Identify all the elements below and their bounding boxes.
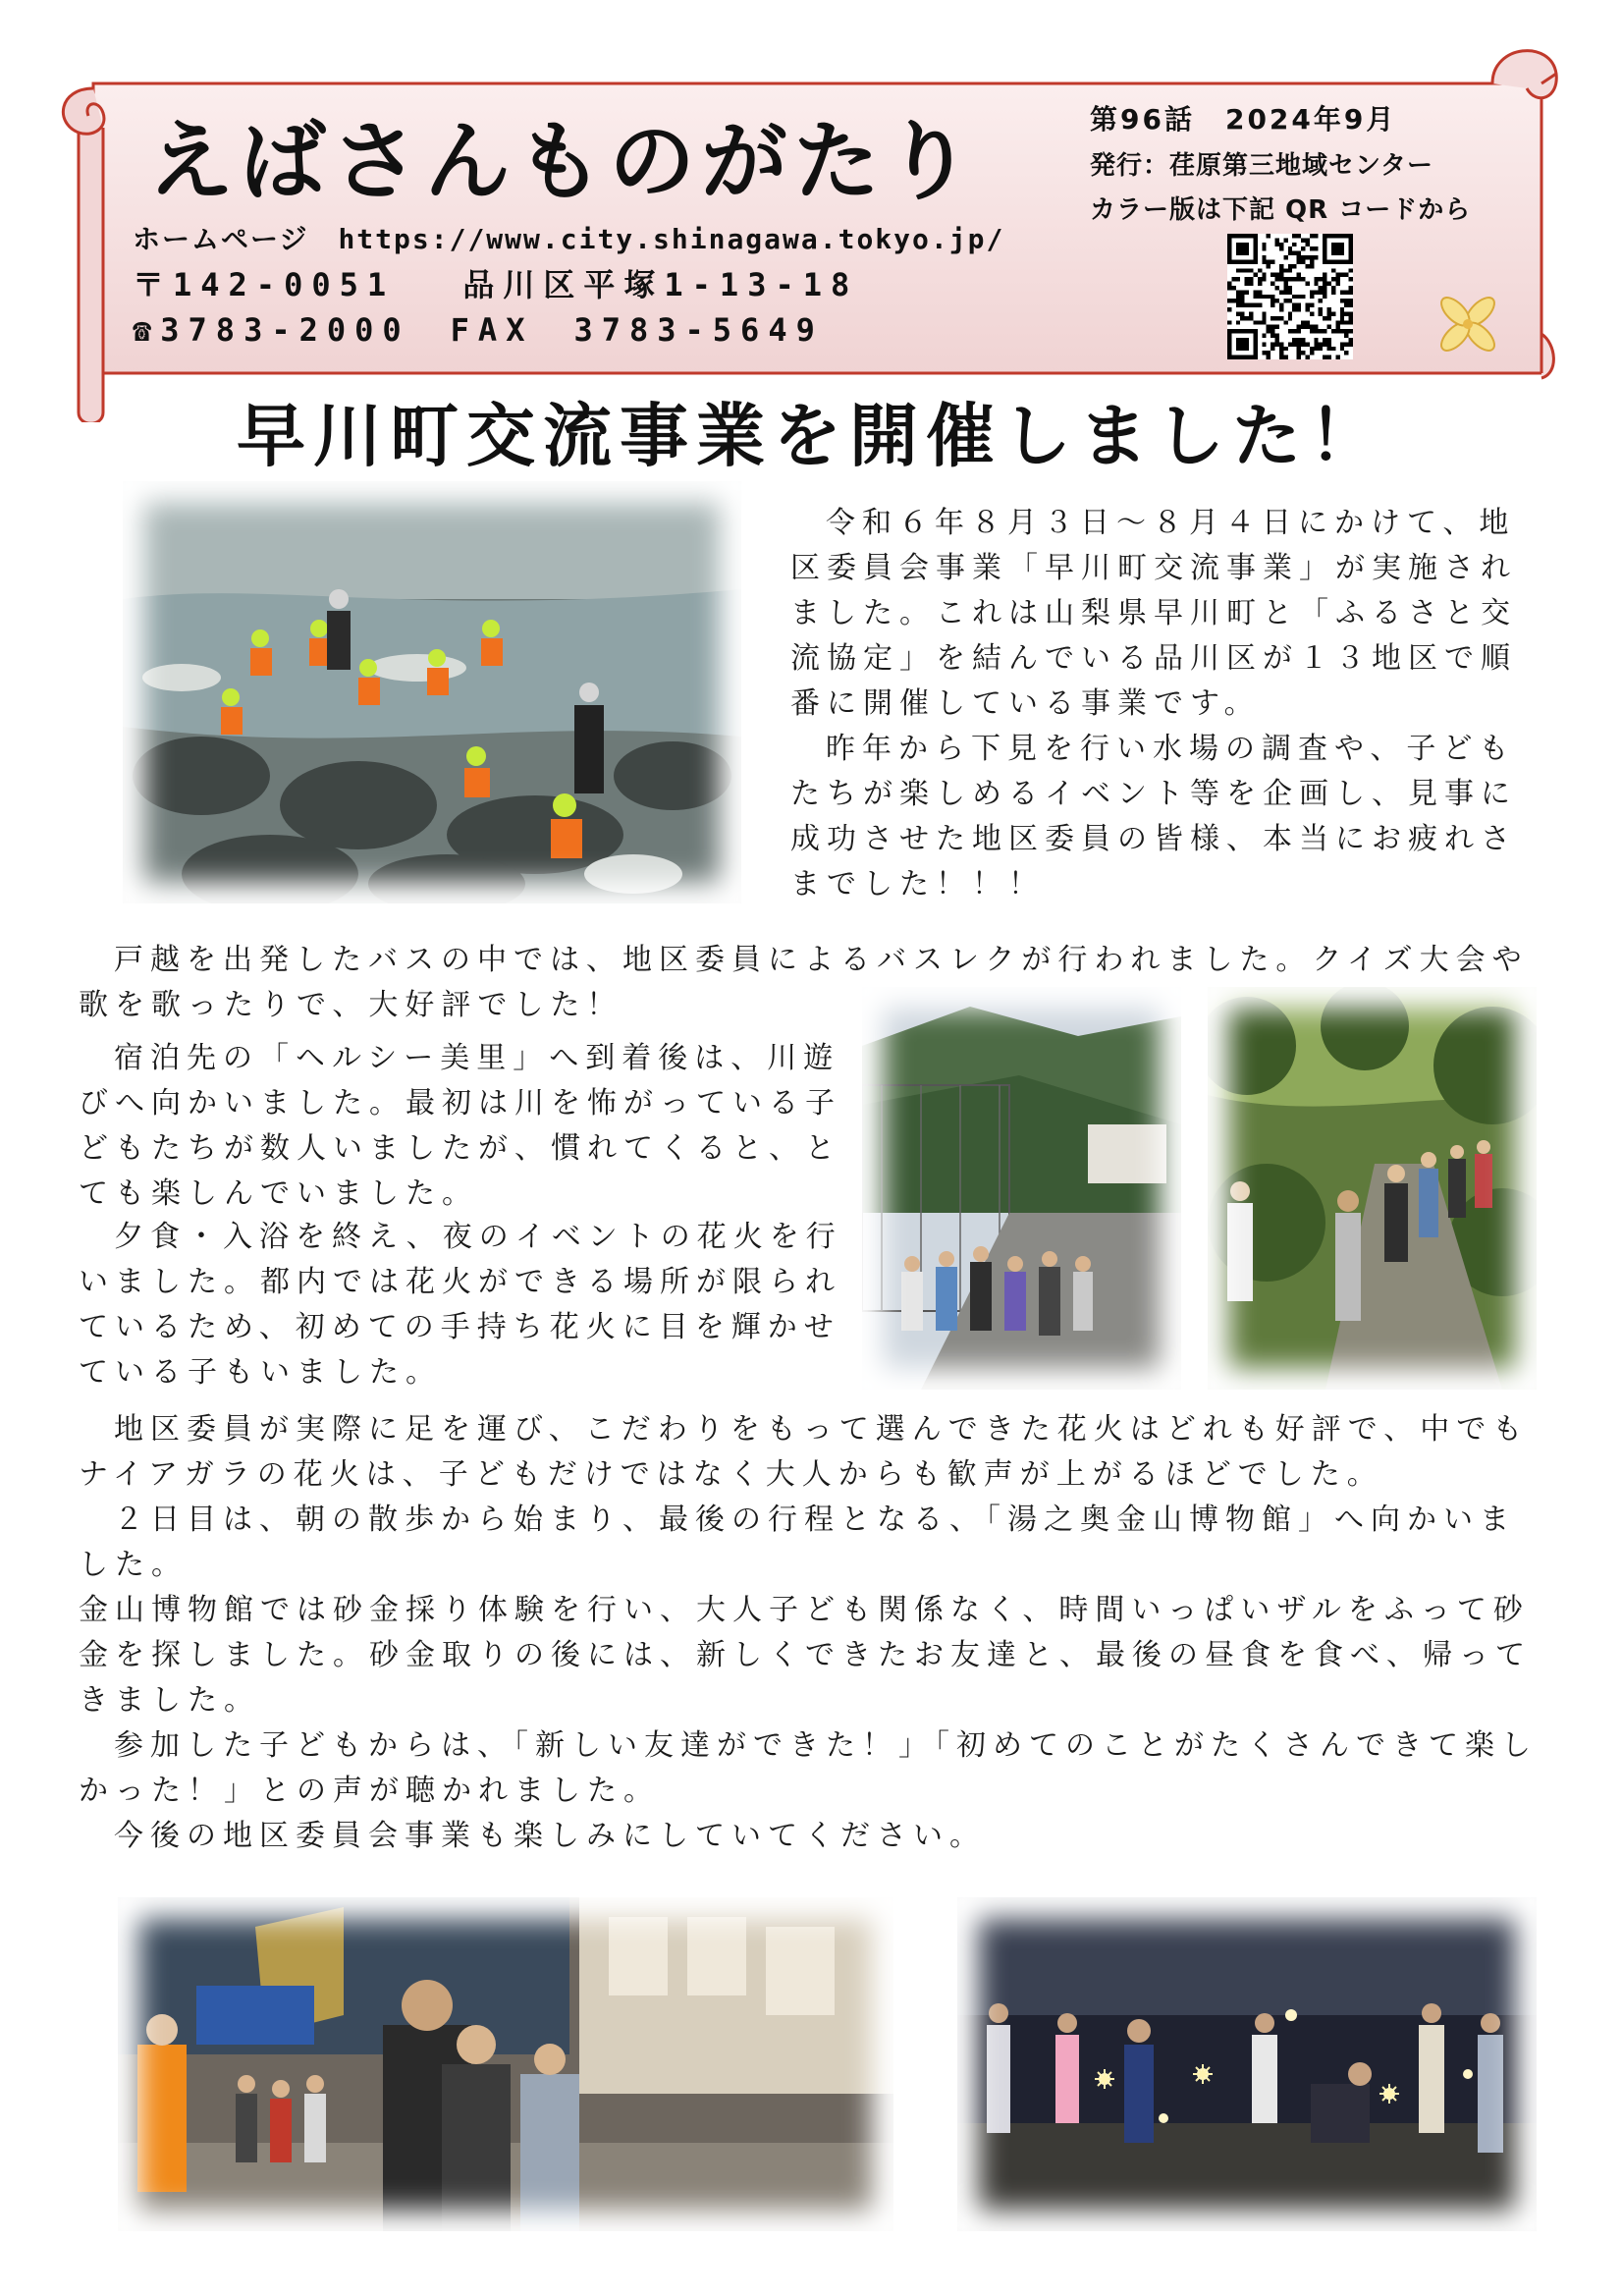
paragraph-niagara: 地区委員が実際に足を運び、こだわりをもって選んできた花火はどれも好評で、中でもナイアガラの花火は、子どもだけではなく大人からも歓声が上がるほどでした。	[79, 1412, 1530, 1492]
paragraph-gold-museum: 金山博物館では砂金採り体験を行い、大人子ども関係なく、時間いっぱいザルをふって砂金を探しました。砂金取りの後には、新しくできたお友達と、最後の昼食を食べ、帰ってきました。	[79, 1593, 1532, 1718]
color-version-note: カラー版は下記 QR コードから	[1090, 195, 1472, 225]
photo-gold-museum	[118, 1897, 893, 2231]
paragraph-voices: 参加した子どもからは、「新しい友達ができた！」「初めてのことがたくさんできて楽しかった！」との声が聴かれました。	[79, 1728, 1538, 1808]
issue-label: 第96話 2024年9月	[1090, 103, 1397, 136]
paragraph-fireworks: 夕食・入浴を終え、夜のイベントの花火を行いました。都内では花火ができる場所が限られているため、初めての手持ち花火に目を輝かせている子もいました。	[79, 1220, 842, 1390]
qr-code-icon[interactable]	[1227, 234, 1353, 359]
newsletter-title: えばさんものがたり	[147, 111, 979, 212]
flower-ornament-icon	[1429, 285, 1507, 363]
postal-address: 〒142-0051 品川区平塚1-13-18	[133, 266, 859, 303]
paragraph-day2: ２日目は、朝の散歩から始まり、最後の行程となる、「湯之奥金山博物館」へ向かいました。	[79, 1503, 1516, 1582]
photo-walking-road	[862, 987, 1181, 1390]
photo-river-play	[123, 481, 741, 903]
photo-sparklers	[957, 1897, 1537, 2231]
article-headline: 早川町交流事業を開催しました！	[237, 396, 1385, 476]
paragraph-bus: 戸越を出発したバスの中では、地区委員によるバスレクが行われました。クイズ大会や歌を歌ったりで、大好評でした！	[79, 943, 1529, 1022]
phone-fax: ☎3783-2000 FAX 3783-5649	[133, 311, 824, 349]
paragraph-thanks: 昨年から下見を行い水場の調査や、子どもたちが楽しめるイベント等を企画し、見事に成功させた地区委員の皆様、本当にお疲れさまでした！！！	[790, 732, 1517, 902]
photo-forest-path	[1208, 987, 1537, 1390]
paragraph-closing: 今後の地区委員会事業も楽しみにしていてください。	[114, 1819, 986, 1853]
paragraph-river: 宿泊先の「ヘルシー美里」へ到着後は、川遊びへ向かいました。最初は川を怖がっている子どもたちが数人いましたが、慣れてくると、とても楽しんでいました。	[79, 1041, 841, 1211]
homepage-url[interactable]: ホームページ https://www.city.shinagawa.tokyo.jp/	[133, 223, 1005, 255]
paragraph-intro: 令和６年８月３日～８月４日にかけて、地区委員会事業「早川町交流事業」が実施されました。これは山梨県早川町と「ふるさと交流協定」を結んでいる品川区が１３地区で順番に開催している事業です。	[790, 506, 1517, 721]
publisher-label: 発行：荏原第三地域センター	[1090, 151, 1433, 181]
